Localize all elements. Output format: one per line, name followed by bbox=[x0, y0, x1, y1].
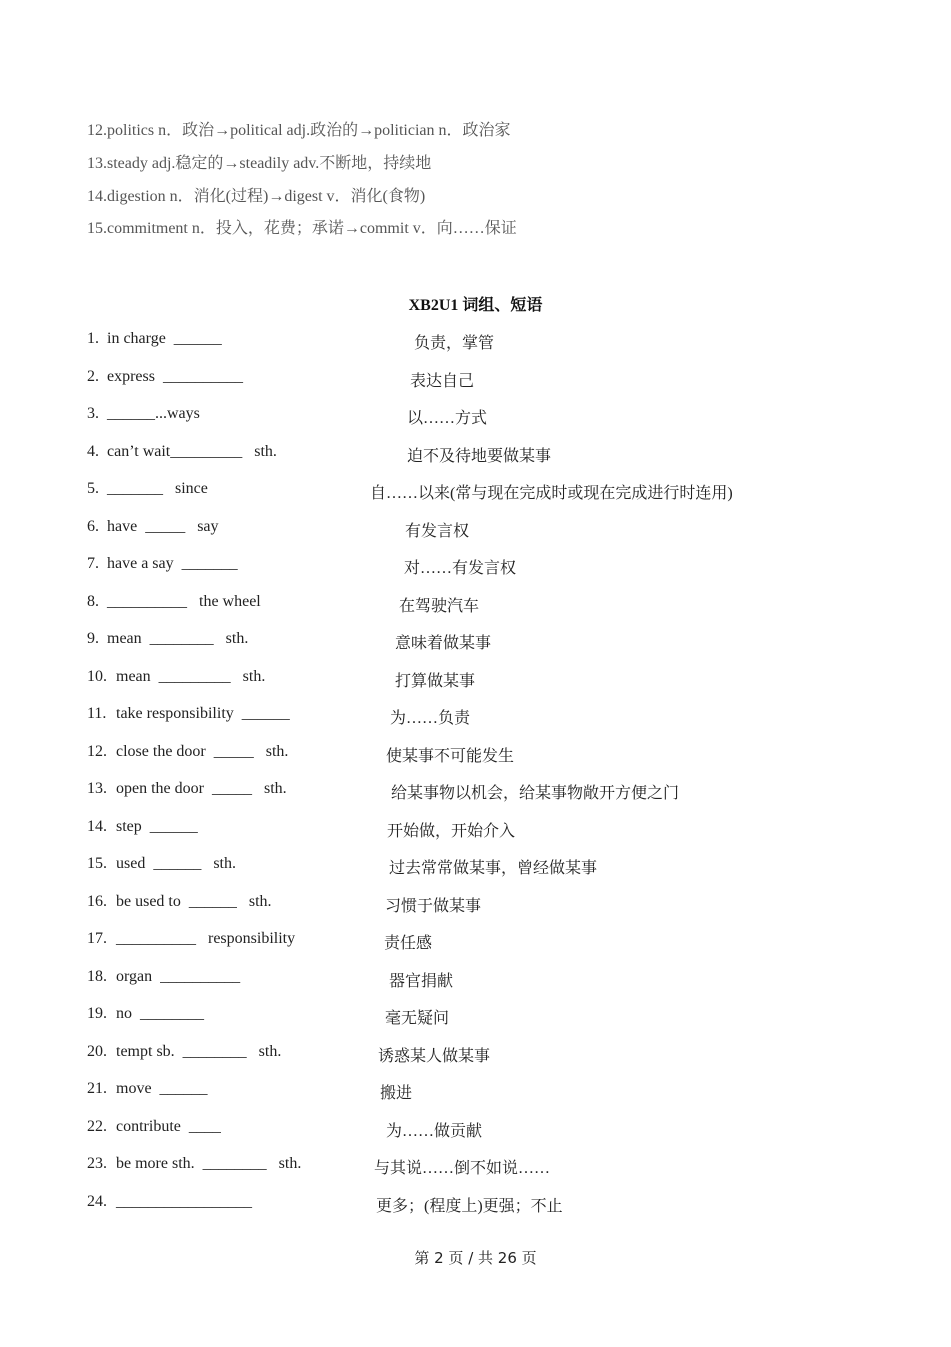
phrase-row bbox=[87, 892, 482, 915]
phrase-row bbox=[87, 1192, 563, 1215]
phrase-chinese: 以……方式 bbox=[407, 410, 488, 427]
phrase-chinese: 开始做，开始介入 bbox=[387, 822, 516, 840]
phrase-english: _________________ bbox=[116, 1192, 252, 1210]
phrase-number: 15. bbox=[87, 855, 107, 872]
phrase-chinese: 对……有发言权 bbox=[404, 560, 517, 577]
phrase-row bbox=[87, 667, 476, 690]
phrase-row bbox=[87, 630, 492, 652]
phrase-english: have a say _______ bbox=[107, 555, 238, 572]
phrase-chinese: 打算做某事 bbox=[395, 672, 476, 690]
phrase-english: open the door _____ sth. bbox=[116, 780, 287, 797]
section-title: XB2U1 词组、短语 bbox=[408, 297, 543, 314]
phrase-english: no ________ bbox=[116, 1005, 204, 1022]
phrase-number: 8. bbox=[87, 592, 99, 610]
phrase-english: _______ since bbox=[107, 480, 208, 497]
phrase-english: can’t wait_________ sth. bbox=[107, 442, 277, 460]
phrase-row bbox=[87, 742, 515, 765]
phrase-number: 5. bbox=[87, 480, 99, 497]
phrase-chinese: 与其说……倒不如说…… bbox=[374, 1160, 551, 1177]
phrase-chinese: 为……做贡献 bbox=[386, 1122, 483, 1140]
phrase-row bbox=[87, 480, 733, 502]
phrase-number: 2. bbox=[87, 367, 99, 385]
phrase-chinese: 负责，掌管 bbox=[414, 335, 495, 352]
phrase-chinese: 器官捐献 bbox=[389, 972, 454, 990]
phrase-english: be used to ______ sth. bbox=[116, 892, 272, 910]
phrase-chinese: 使某事不可能发生 bbox=[386, 747, 515, 765]
phrase-row bbox=[87, 442, 552, 465]
phrase-english: step ______ bbox=[116, 817, 198, 835]
phrase-row bbox=[87, 1005, 450, 1027]
phrase-chinese: 过去常常做某事，曾经做某事 bbox=[389, 860, 598, 877]
phrase-row bbox=[87, 1117, 483, 1140]
phrase-row bbox=[87, 405, 488, 427]
phrase-chinese: 毫无疑问 bbox=[385, 1010, 450, 1027]
phrase-row bbox=[87, 517, 470, 540]
phrase-row bbox=[87, 1042, 491, 1065]
phrase-number: 22. bbox=[87, 1117, 107, 1135]
phrase-row bbox=[87, 1080, 413, 1102]
phrase-number: 11. bbox=[87, 705, 107, 722]
phrase-row bbox=[87, 1155, 551, 1177]
derivation-item: 12.politics n．政治→political adj.政治的→politician n．政治家 bbox=[87, 122, 511, 139]
phrase-english: close the door _____ sth. bbox=[116, 742, 289, 760]
phrase-number: 10. bbox=[87, 667, 107, 685]
phrase-chinese: 诱惑某人做某事 bbox=[378, 1047, 491, 1065]
phrase-number: 4. bbox=[87, 442, 99, 460]
phrase-chinese: 给某事物以机会，给某事物敞开方便之门 bbox=[391, 785, 680, 802]
phrase-row bbox=[87, 330, 495, 352]
phrase-row bbox=[87, 817, 516, 840]
phrase-row bbox=[87, 780, 680, 802]
phrase-chinese: 为……负责 bbox=[390, 710, 471, 727]
phrase-english: have _____ say bbox=[107, 517, 219, 535]
phrase-english: used ______ sth. bbox=[116, 855, 236, 872]
phrase-number: 3. bbox=[87, 405, 99, 422]
phrase-number: 9. bbox=[87, 630, 99, 647]
phrase-chinese: 习惯于做某事 bbox=[385, 897, 482, 915]
phrase-number: 21. bbox=[87, 1080, 107, 1097]
phrase-english: move ______ bbox=[116, 1080, 208, 1097]
phrase-row bbox=[87, 967, 454, 990]
phrase-chinese: 有发言权 bbox=[405, 522, 470, 540]
phrase-english: tempt sb. ________ sth. bbox=[116, 1042, 282, 1060]
phrase-row bbox=[87, 855, 598, 877]
phrase-english: be more sth. ________ sth. bbox=[116, 1155, 302, 1172]
phrase-english: mean _________ sth. bbox=[116, 667, 266, 685]
phrase-number: 12. bbox=[87, 742, 107, 760]
phrase-number: 6. bbox=[87, 517, 99, 535]
phrase-row bbox=[87, 367, 475, 390]
phrase-english: organ __________ bbox=[116, 967, 241, 985]
derivation-item: 15.commitment n．投入，花费；承诺→commit v．向……保证 bbox=[87, 220, 517, 237]
phrase-number: 24. bbox=[87, 1192, 107, 1210]
phrase-chinese: 更多；(程度上)更强；不止 bbox=[376, 1197, 563, 1215]
phrase-chinese: 在驾驶汽车 bbox=[399, 597, 480, 615]
phrase-number: 14. bbox=[87, 817, 107, 835]
phrase-chinese: 责任感 bbox=[384, 935, 433, 952]
phrase-chinese: 自……以来(常与现在完成时或现在完成进行时连用) bbox=[370, 485, 733, 502]
phrase-chinese: 搬进 bbox=[380, 1085, 413, 1102]
phrase-number: 17. bbox=[87, 930, 107, 947]
phrase-chinese: 意味着做某事 bbox=[395, 635, 492, 652]
phrase-number: 7. bbox=[87, 555, 99, 572]
phrase-row bbox=[87, 705, 471, 727]
phrase-english: mean ________ sth. bbox=[107, 630, 249, 647]
derivation-item: 14.digestion n．消化(过程)→digest v．消化(食物) bbox=[87, 188, 426, 205]
phrase-english: in charge ______ bbox=[107, 330, 222, 347]
derivation-item: 13.steady adj.稳定的→steadily adv.不断地，持续地 bbox=[87, 155, 432, 172]
phrase-english: ______...ways bbox=[107, 405, 200, 422]
phrase-english: __________ the wheel bbox=[107, 592, 261, 610]
phrase-english: __________ responsibility bbox=[116, 930, 296, 947]
phrase-english: contribute ____ bbox=[116, 1117, 221, 1135]
phrase-number: 18. bbox=[87, 967, 107, 985]
phrase-number: 16. bbox=[87, 892, 107, 910]
phrase-number: 19. bbox=[87, 1005, 107, 1022]
phrase-number: 20. bbox=[87, 1042, 107, 1060]
phrase-row bbox=[87, 930, 433, 952]
phrase-english: express __________ bbox=[107, 367, 243, 385]
page-number: 第 2 页 / 共 26 页 bbox=[414, 1249, 537, 1267]
phrase-chinese: 表达自己 bbox=[410, 372, 475, 390]
phrase-chinese: 迫不及待地要做某事 bbox=[407, 447, 552, 465]
phrase-english: take responsibility ______ bbox=[116, 705, 290, 722]
phrase-number: 23. bbox=[87, 1155, 107, 1172]
phrase-number: 1. bbox=[87, 330, 99, 347]
phrase-row bbox=[87, 592, 480, 615]
phrase-number: 13. bbox=[87, 780, 107, 797]
phrase-row bbox=[87, 555, 517, 577]
